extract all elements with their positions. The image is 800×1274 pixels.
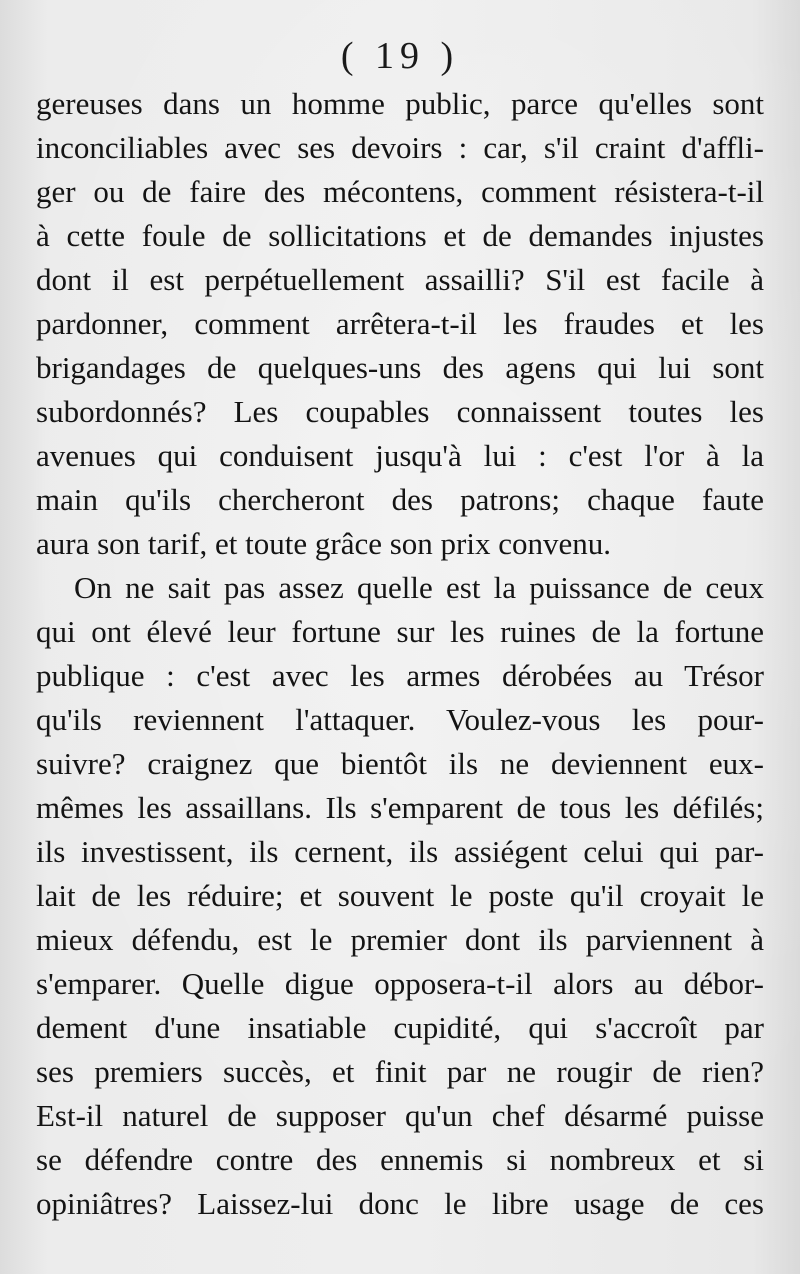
text-line: Est-il naturel de supposer qu'un chef désarmé puisse: [36, 1098, 764, 1133]
text-line: dement d'une insatiable cupidité, qui s'accroît par: [36, 1010, 764, 1045]
text-line: s'emparer. Quelle digue opposera-t-il alors au débor-: [36, 966, 764, 1001]
text-line: opiniâtres? Laissez-lui donc le libre usage de ces: [36, 1186, 764, 1221]
text-line: publique : c'est avec les armes dérobées au Trésor: [36, 658, 764, 693]
paragraph-2: [36, 566, 764, 1226]
text-line: dont il est perpétuellement assailli? S'il est facile à: [36, 262, 764, 297]
text-line: qu'ils reviennent l'attaquer. Voulez-vous les pour-: [36, 702, 764, 737]
text-line: ger ou de faire des mécontens, comment résistera-t-il: [36, 174, 764, 209]
text-line: gereuses dans un homme public, parce qu'elles sont: [36, 86, 764, 121]
paragraph-1: [36, 82, 764, 566]
text-line: suivre? craignez que bientôt ils ne deviennent eux-: [36, 746, 764, 781]
text-line: ses premiers succès, et finit par ne rougir de rien?: [36, 1054, 764, 1089]
text-line: On ne sait pas assez quelle est la puissance de ceux: [74, 570, 764, 605]
text-line: mêmes les assaillans. Ils s'emparent de tous les défilés;: [36, 790, 764, 825]
text-line: qui ont élevé leur fortune sur les ruines de la fortune: [36, 614, 764, 649]
text-line: se défendre contre des ennemis si nombreux et si: [36, 1142, 764, 1177]
text-line: brigandages de quelques-uns des agens qui lui sont: [36, 350, 764, 385]
text-line: aura son tarif, et toute grâce son prix convenu.: [36, 526, 612, 561]
text-line: subordonnés? Les coupables connaissent toutes les: [36, 394, 764, 429]
text-line: pardonner, comment arrêtera-t-il les fraudes et les: [36, 306, 764, 341]
text-line: inconciliables avec ses devoirs : car, s'il craint d'affli-: [36, 130, 764, 165]
text-line: ils investissent, ils cernent, ils assiégent celui qui par-: [36, 834, 764, 869]
text-line: à cette foule de sollicitations et de demandes injustes: [36, 218, 764, 253]
body-text: [36, 82, 764, 1226]
text-line: mieux défendu, est le premier dont ils parviennent à: [36, 922, 764, 957]
text-line: lait de les réduire; et souvent le poste qu'il croyait le: [36, 878, 764, 913]
text-line: avenues qui conduisent jusqu'à lui : c'est l'or à la: [36, 438, 764, 473]
text-line: main qu'ils chercheront des patrons; chaque faute: [36, 482, 764, 517]
page-number: ( 19 ): [340, 35, 460, 77]
